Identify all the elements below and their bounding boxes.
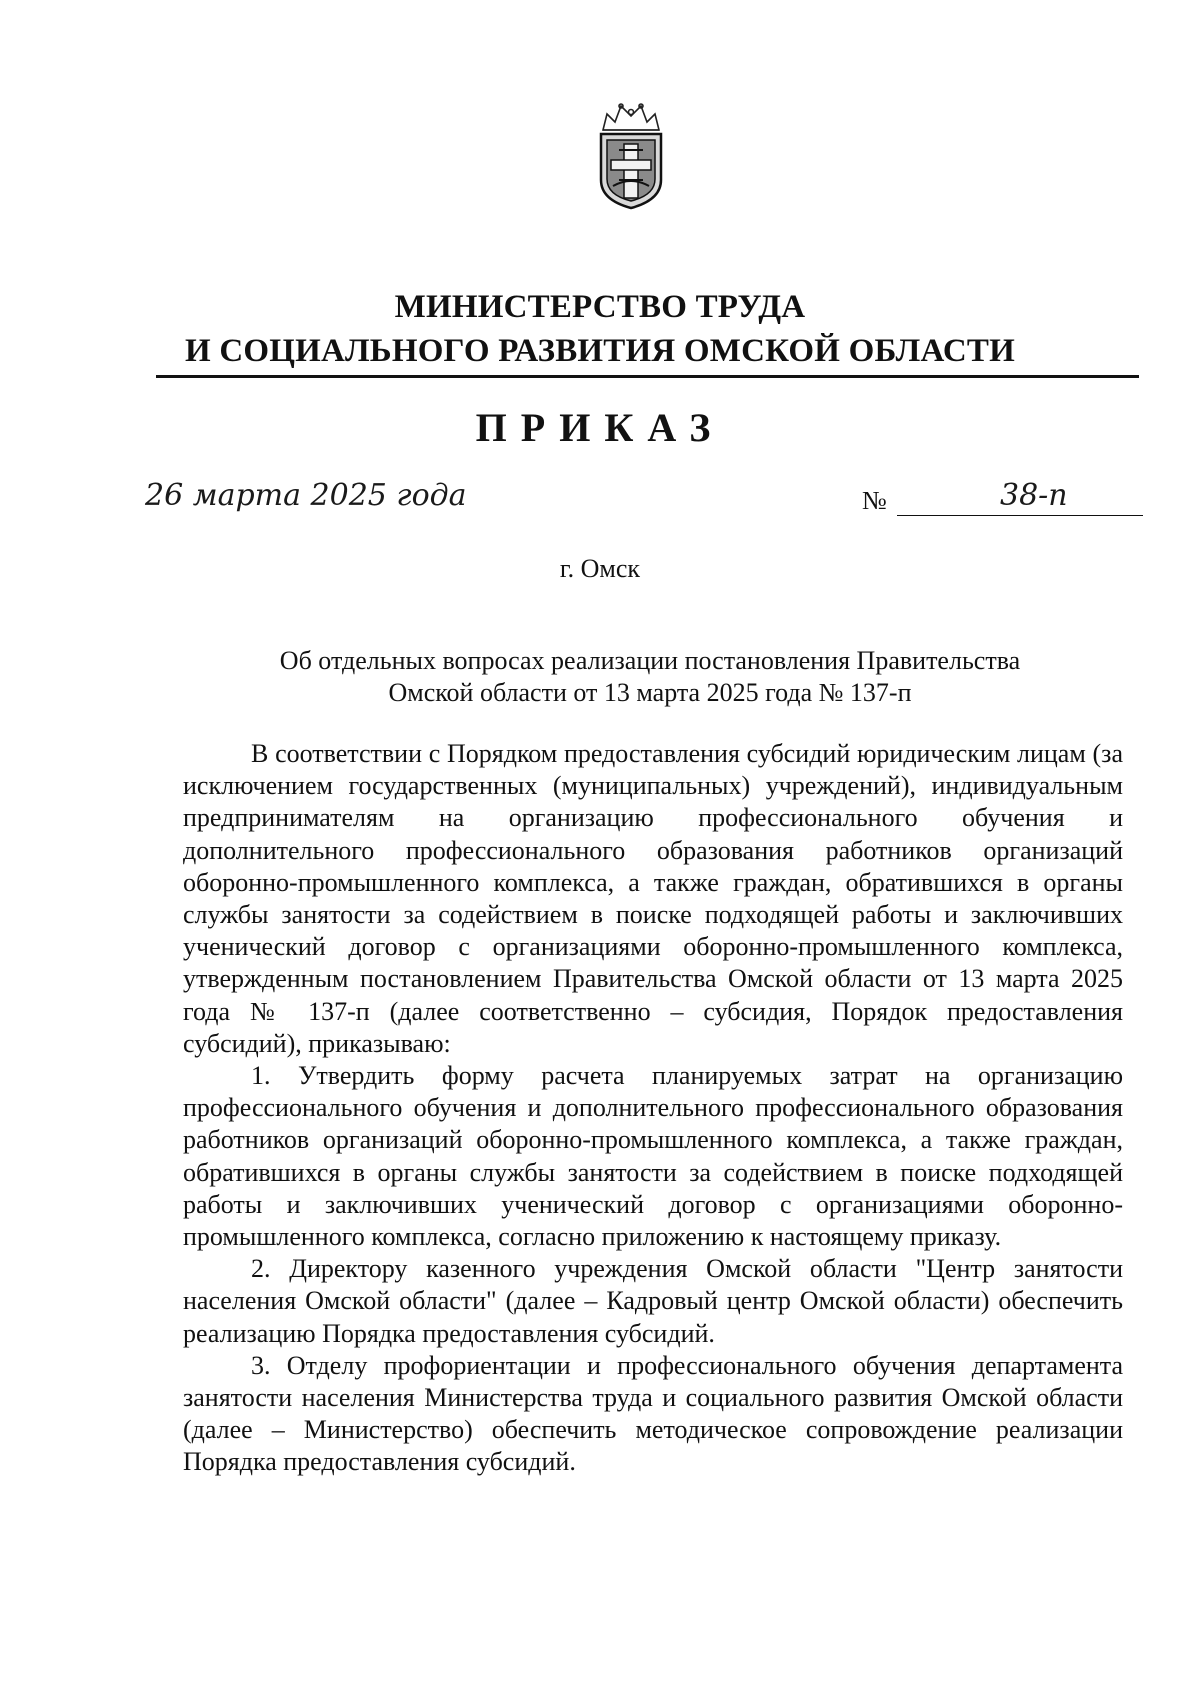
city-label: г. Омск <box>559 554 641 583</box>
order-item-1: 1. Утвердить форму расчета планируемых затрат на организацию профессионального обучения и дополнительного профессионального образования работников организаций оборонно-промышленного комплекса, а также граждан, обратившихся в органы службы занятости за содействием в поиске подходящей работы и заключивших ученический договор с организациями оборонно-промышленного комплекса, согласно приложению к настоящему приказу. <box>183 1061 1123 1252</box>
order-body <box>183 738 1123 1479</box>
order-number-label: № <box>862 486 887 515</box>
document-type-title: ПРИКАЗ <box>475 405 725 450</box>
ministry-title-line1: МИНИСТЕРСТВО ТРУДА <box>394 289 806 325</box>
omsk-coat-of-arms-icon <box>593 100 669 210</box>
ministry-title-line2: И СОЦИАЛЬНОГО РАЗВИТИЯ ОМСКОЙ ОБЛАСТИ <box>185 333 1015 369</box>
subject-line-1: Об отдельных вопросах реализации постановления Правительства <box>279 646 1021 675</box>
order-number-underline <box>897 515 1143 516</box>
subject-line-2: Омской области от 13 марта 2025 года № 137-п <box>388 678 912 707</box>
order-date: 26 марта 2025 года <box>145 478 467 513</box>
order-item-2: 2. Директору казенного учреждения Омской области "Центр занятости населения Омской области" (далее – Кадровый центр Омской области) обеспечить реализацию Порядка предоставления субсидий. <box>183 1254 1123 1348</box>
order-item-3: 3. Отделу профориентации и профессионального обучения департамента занятости населения Министерства труда и социального развития Омской области (далее – Министерство) обеспечить методическое сопровождение реализации Порядка предоставления субсидий. <box>183 1350 1123 1477</box>
header-divider <box>156 375 1139 378</box>
order-subject <box>200 645 1100 709</box>
preamble-paragraph: В соответствии с Порядком предоставления субсидий юридическим лицам (за исключением государственных (муниципальных) учреждений), индивидуальным предпринимателям на организацию профессионального обучения и дополнительного профессионального образования работников организаций оборонно-промышленного комплекса, а также граждан, обратившихся в органы службы занятости за содействием в поиске подходящей работы и заключивших ученический договор с организациями оборонно-промышленного комплекса, утвержденным постановлением Правительства Омской области от 13 марта 2025 года № 137-п (далее соответственно – субсидия, Порядок предоставления субсидий), приказываю: <box>183 739 1123 1058</box>
order-number: 38-п <box>1000 478 1068 513</box>
